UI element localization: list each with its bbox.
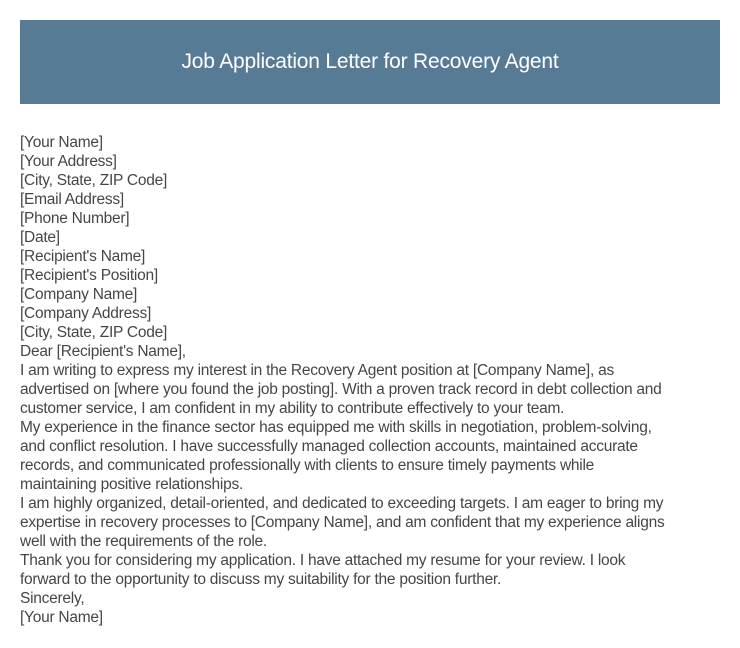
recipient-company: [Company Name] bbox=[20, 286, 138, 303]
sender-email: [Email Address] bbox=[20, 191, 124, 208]
paragraph-line: customer service, I am confident in my ability to contribute effectively to your team. bbox=[20, 400, 565, 417]
paragraph-line: I am highly organized, detail-oriented, and dedicated to exceeding targets. I am eager to bring my bbox=[20, 495, 664, 512]
recipient-name: [Recipient's Name] bbox=[20, 248, 146, 265]
sender-phone: [Phone Number] bbox=[20, 210, 130, 227]
paragraph-line: expertise in recovery processes to [Company Name], and am confident that my experience aligns bbox=[20, 514, 665, 531]
paragraph-closing bbox=[20, 551, 720, 589]
signature: [Your Name] bbox=[20, 609, 103, 626]
letter-body bbox=[20, 133, 720, 627]
page-title: Job Application Letter for Recovery Agent bbox=[181, 50, 559, 73]
paragraph-line: I am writing to express my interest in the Recovery Agent position at [Company Name], as bbox=[20, 362, 614, 379]
salutation: Dear [Recipient's Name], bbox=[20, 343, 186, 360]
page-header bbox=[20, 20, 720, 104]
paragraph-line: forward to the opportunity to discuss my suitability for the position further. bbox=[20, 571, 502, 588]
paragraph-line: records, and communicated professionally with clients to ensure timely payments while bbox=[20, 457, 595, 474]
paragraph-line: advertised on [where you found the job posting]. With a proven track record in debt collection and bbox=[20, 381, 662, 398]
closing: Sincerely, bbox=[20, 590, 85, 607]
paragraph-line: My experience in the finance sector has equipped me with skills in negotiation, problem-solving, bbox=[20, 419, 652, 436]
letter-date: [Date] bbox=[20, 229, 60, 246]
paragraph-intro bbox=[20, 361, 720, 418]
paragraph-line: Thank you for considering my application. I have attached my resume for your review. I look bbox=[20, 552, 626, 569]
recipient-city-state-zip: [City, State, ZIP Code] bbox=[20, 324, 168, 341]
paragraph-line: and conflict resolution. I have successfully managed collection accounts, maintained accurate bbox=[20, 438, 638, 455]
paragraph-qualities bbox=[20, 494, 720, 551]
paragraph-experience bbox=[20, 418, 720, 494]
sender-city-state-zip: [City, State, ZIP Code] bbox=[20, 172, 168, 189]
paragraph-line: maintaining positive relationships. bbox=[20, 476, 244, 493]
sender-name: [Your Name] bbox=[20, 134, 103, 151]
paragraph-line: well with the requirements of the role. bbox=[20, 533, 267, 550]
sender-address: [Your Address] bbox=[20, 153, 117, 170]
recipient-company-address: [Company Address] bbox=[20, 305, 152, 322]
recipient-position: [Recipient's Position] bbox=[20, 267, 158, 284]
